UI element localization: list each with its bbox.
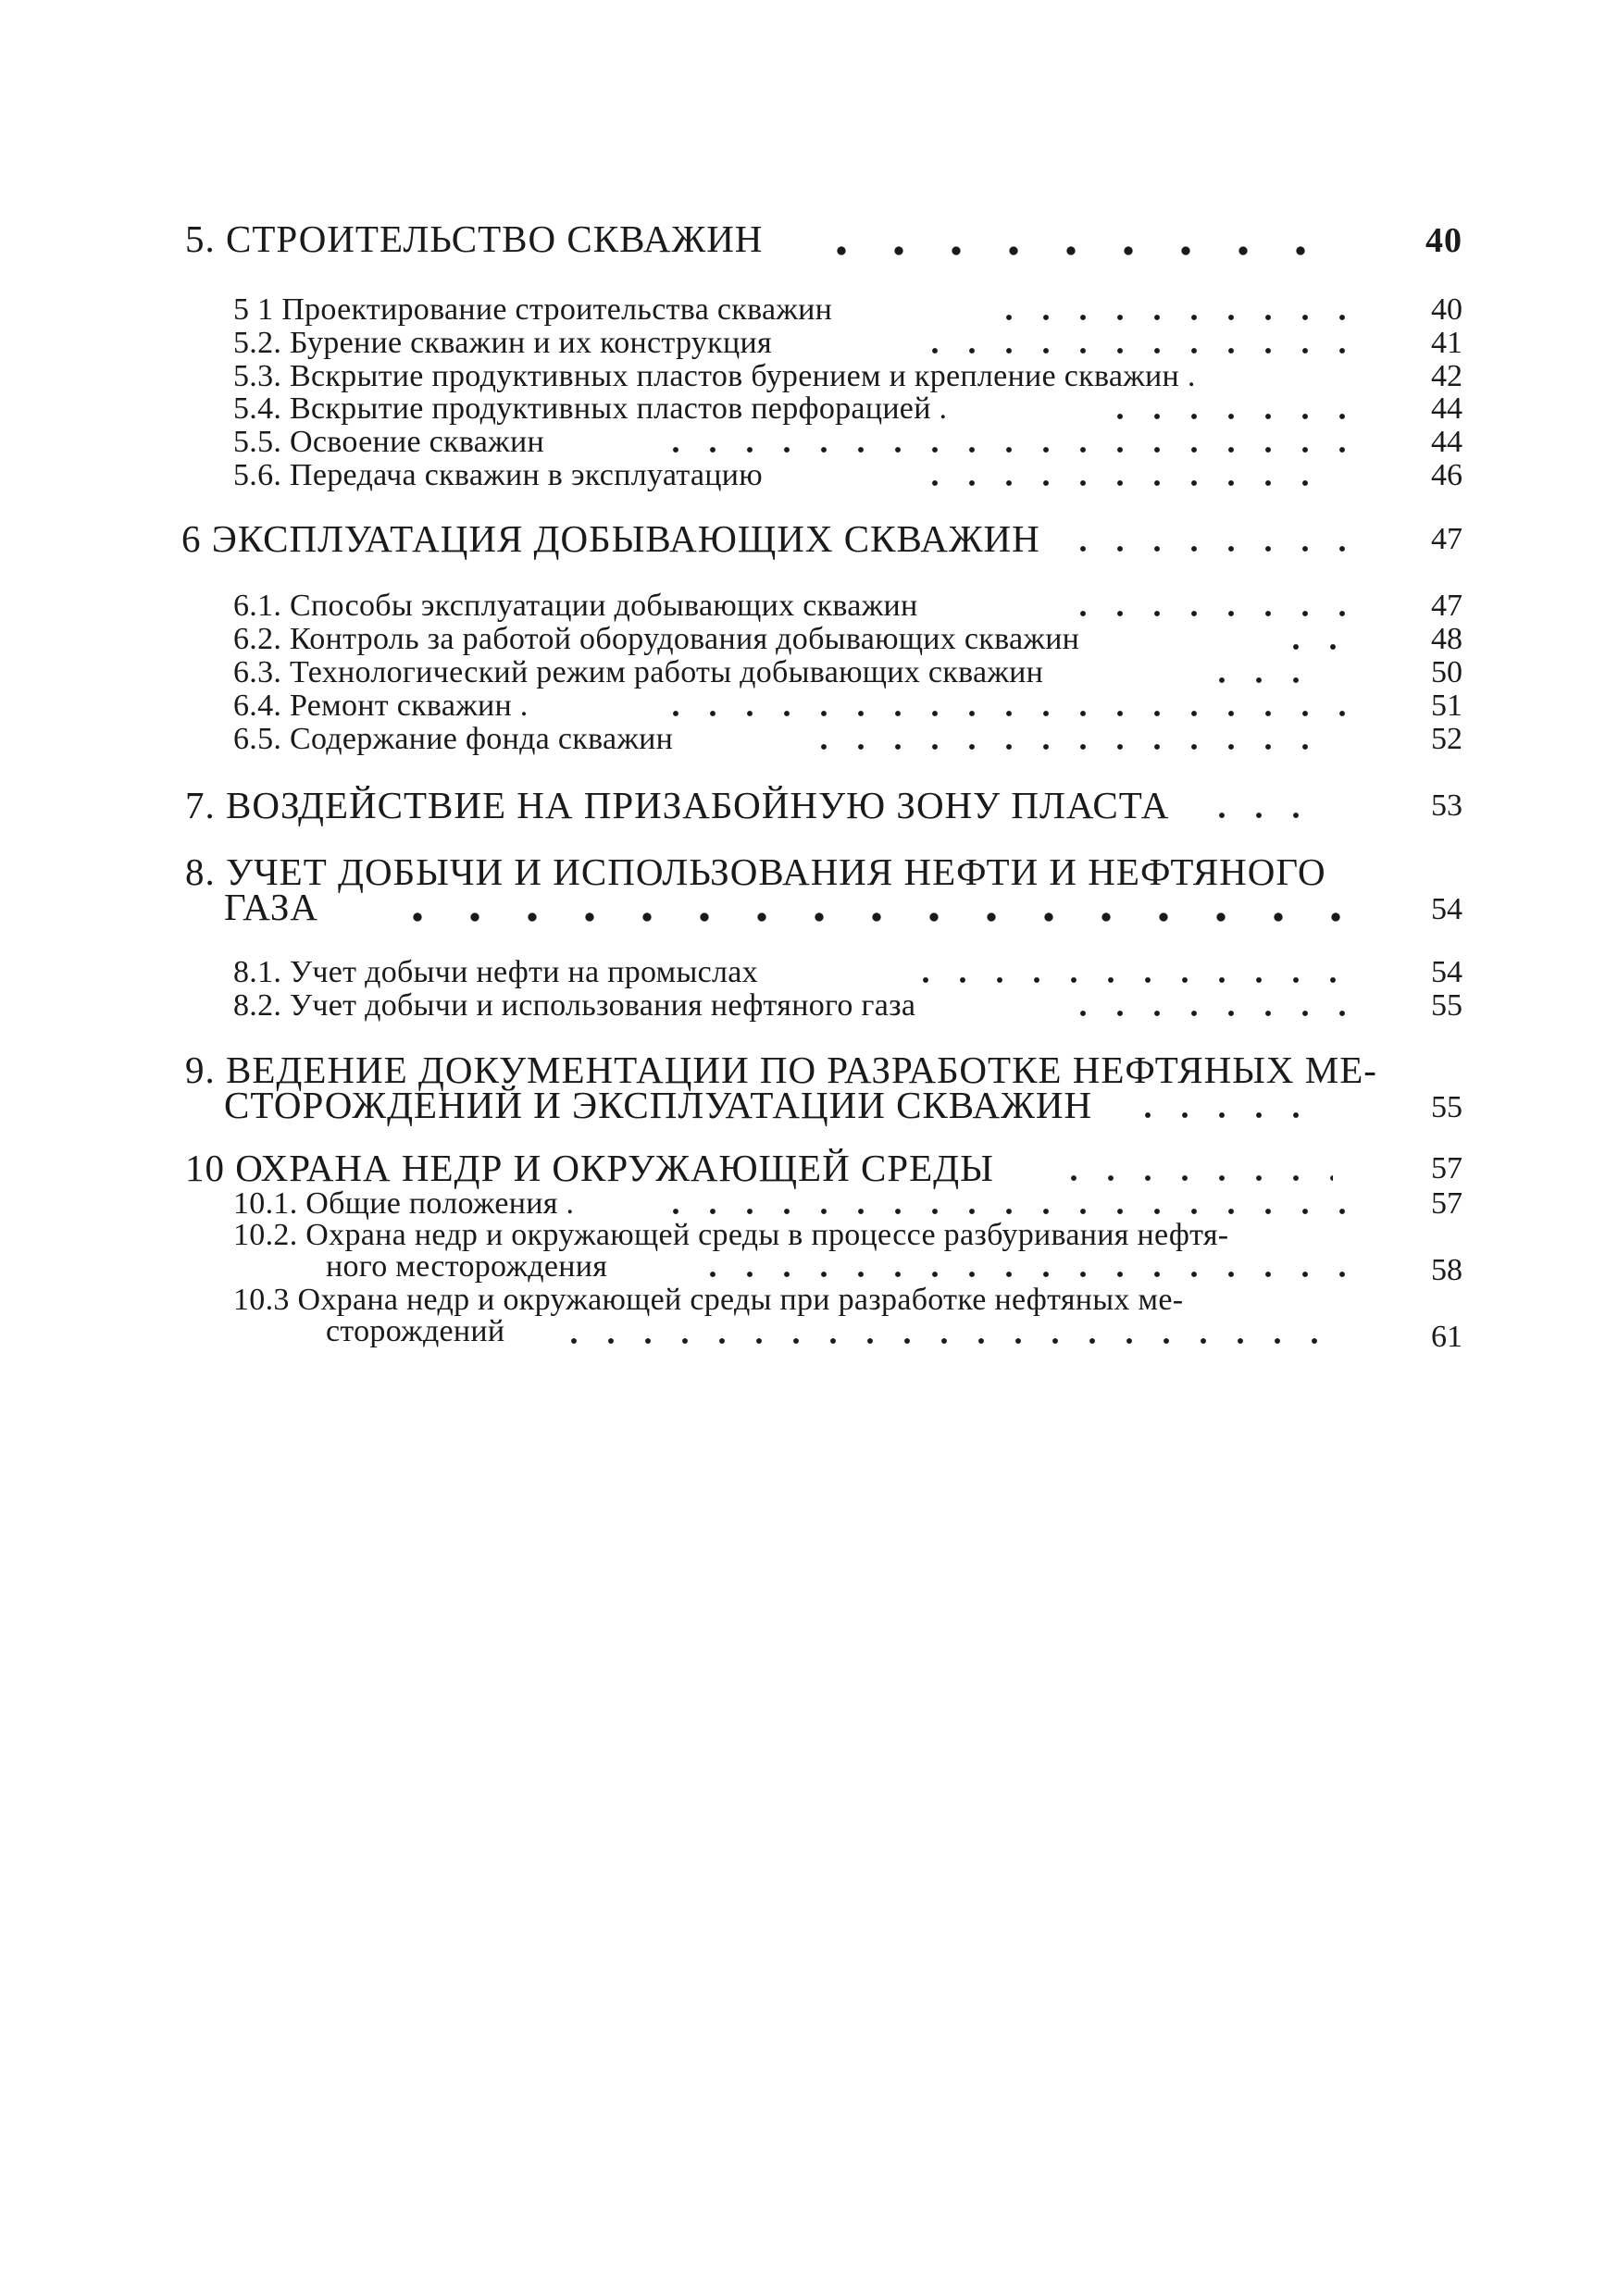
- toc-page-number: 54: [1431, 955, 1462, 989]
- toc-item-6-3: 6.3. Технологический режим работы добывающих скважин: [233, 655, 1044, 689]
- dot-leader: [1277, 644, 1361, 650]
- toc-item-6-2: 6.2. Контроль за работой оборудования добывающих скважин: [233, 622, 1080, 656]
- toc-page-number: 58: [1431, 1253, 1462, 1287]
- dot-leader: [813, 246, 1313, 255]
- toc-page-number: 52: [1431, 722, 1462, 756]
- toc-item-5-1: 5 1 Проектирование строительства скважин: [233, 292, 833, 327]
- toc-item-5-4: 5.4. Вскрытие продуктивных пластов перфорацией .: [233, 391, 948, 426]
- dot-leader: [1203, 677, 1324, 683]
- toc-section-9-continuation: СТОРОЖДЕНИЙ И ЭКСПЛУАТАЦИИ СКВАЖИН: [224, 1084, 1093, 1126]
- toc-section-7: 7. ВОЗДЕЙСТВИЕ НА ПРИЗАБОЙНУЮ ЗОНУ ПЛАСТА: [185, 784, 1170, 826]
- dot-leader: [657, 1209, 1361, 1214]
- dot-leader: [805, 744, 1324, 750]
- toc-item-5-3: 5.3. Вскрытие продуктивных пластов бурением и крепление скважин .: [233, 359, 1196, 393]
- dot-leader: [1064, 1011, 1361, 1016]
- toc-item-5-6: 5.6. Передача скважин в эксплуатацию: [233, 458, 763, 492]
- toc-page-number: 55: [1431, 988, 1462, 1023]
- toc-page-number: 47: [1431, 589, 1462, 623]
- dot-leader: [1055, 1175, 1333, 1181]
- dot-leader: [555, 1338, 1324, 1344]
- toc-item-6-1: 6.1. Способы эксплуатации добывающих скважин: [233, 589, 918, 623]
- toc-page-number: 42: [1431, 359, 1462, 393]
- dot-leader: [916, 348, 1361, 354]
- toc-item-5-2: 5.2. Бурение скважин и их конструкция: [233, 326, 772, 360]
- dot-leader: [907, 977, 1361, 983]
- toc-page-number: 53: [1431, 788, 1462, 823]
- toc-item-5-5: 5.5. Освоение скважин: [233, 425, 544, 459]
- toc-item-6-4: 6.4. Ремонт скважин .: [233, 689, 529, 723]
- toc-page-number: 57: [1431, 1186, 1462, 1221]
- dot-leader: [657, 447, 1361, 453]
- dot-leader: [1203, 813, 1324, 818]
- toc-item-10-2-continuation: ного месторождения: [326, 1249, 608, 1284]
- toc-page-number: 57: [1431, 1151, 1462, 1185]
- toc-page-number: 61: [1431, 1320, 1462, 1354]
- toc-page-number: 51: [1431, 689, 1462, 723]
- dot-leader: [1064, 546, 1361, 552]
- dot-leader: [990, 315, 1361, 320]
- toc-page-number: 40: [1425, 221, 1462, 260]
- toc-item-10-3: 10.3 Охрана недр и окружающей среды при разработке нефтяных ме-: [233, 1283, 1184, 1317]
- toc-page-number: 46: [1431, 458, 1462, 492]
- dot-leader: [389, 912, 1370, 922]
- toc-page-number: 50: [1431, 655, 1462, 689]
- toc-section-5: 5. СТРОИТЕЛЬСТВО СКВАЖИН: [185, 217, 764, 260]
- toc-item-10-1: 10.1. Общие положения .: [233, 1186, 575, 1221]
- toc-page-number: 47: [1431, 522, 1462, 556]
- toc-section-6: 6 ЭКСПЛУАТАЦИЯ ДОБЫВАЮЩИХ СКВАЖИН: [181, 517, 1040, 560]
- toc-section-9: 9. ВЕДЕНИЕ ДОКУМЕНТАЦИИ ПО РАЗРАБОТКЕ НЕФТЯНЫХ МЕ-: [185, 1049, 1377, 1091]
- toc-page-number: 48: [1431, 622, 1462, 656]
- dot-leader: [694, 1272, 1361, 1277]
- toc-page-number: 44: [1431, 425, 1462, 459]
- dot-leader: [1129, 1112, 1305, 1118]
- toc-page-number: 54: [1431, 892, 1462, 926]
- toc-item-8-2: 8.2. Учет добычи и использования нефтяного газа: [233, 988, 916, 1023]
- dot-leader: [1101, 414, 1361, 419]
- toc-section-10: 10 ОХРАНА НЕДР И ОКРУЖАЮЩЕЙ СРЕДЫ: [185, 1147, 994, 1189]
- toc-item-10-2: 10.2. Охрана недр и окружающей среды в процессе разбуривания нефтя-: [233, 1218, 1229, 1252]
- toc-page-number: 55: [1431, 1090, 1462, 1124]
- toc-section-8: 8. УЧЕТ ДОБЫЧИ И ИСПОЛЬЗОВАНИЯ НЕФТИ И НЕФТЯНОГО: [185, 850, 1326, 893]
- dot-leader: [1064, 611, 1361, 616]
- toc-item-10-3-continuation: сторождений: [326, 1314, 505, 1348]
- toc-section-8-continuation: ГАЗА: [224, 886, 318, 928]
- toc-page-number: 41: [1431, 326, 1462, 360]
- toc-page-number: 44: [1431, 391, 1462, 426]
- toc-item-6-5: 6.5. Содержание фонда скважин: [233, 722, 674, 756]
- dot-leader: [657, 711, 1361, 716]
- toc-item-8-1: 8.1. Учет добычи нефти на промыслах: [233, 955, 758, 989]
- toc-page-number: 40: [1431, 292, 1462, 327]
- dot-leader: [916, 480, 1324, 486]
